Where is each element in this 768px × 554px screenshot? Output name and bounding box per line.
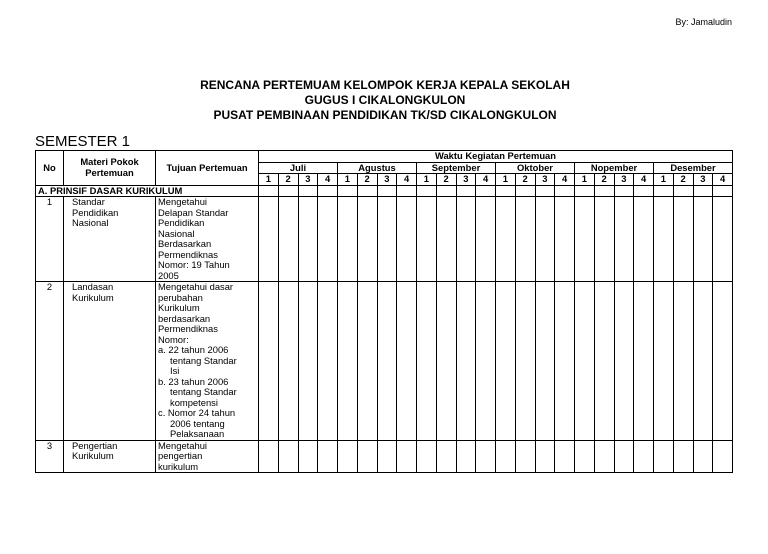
header-week: 1: [654, 174, 674, 186]
header-month: Oktober: [496, 162, 575, 174]
schedule-cell: [338, 440, 358, 473]
schedule-cell: [594, 282, 614, 441]
tujuan-cell: [156, 197, 259, 282]
document-title-line3: PUSAT PEMBINAAN PENDIDIKAN TK/SD CIKALONGKULON: [213, 108, 557, 122]
tujuan-line: Pendidikan: [158, 217, 205, 228]
schedule-cell: [673, 197, 693, 282]
schedule-cell: [417, 197, 437, 282]
schedule-cell: [476, 185, 496, 197]
schedule-cell: [515, 282, 535, 441]
header-week: 4: [555, 174, 575, 186]
schedule-cell: [654, 197, 674, 282]
schedule-cell: [654, 185, 674, 197]
schedule-cell: [357, 185, 377, 197]
row-number: 1: [36, 197, 64, 282]
schedule-cell: [515, 185, 535, 197]
schedule-cell: [555, 440, 575, 473]
tujuan-line: Permendiknas: [158, 323, 218, 334]
byline: By: Jamaludin: [675, 17, 732, 27]
header-month: Nopember: [575, 162, 654, 174]
schedule-cell: [417, 282, 437, 441]
tujuan-line: Isi: [170, 365, 180, 376]
schedule-cell: [515, 197, 535, 282]
tujuan-line: Mengetahui: [158, 440, 207, 451]
schedule-cell: [614, 282, 634, 441]
schedule-cell: [673, 440, 693, 473]
schedule-cell: [693, 197, 713, 282]
schedule-cell: [476, 197, 496, 282]
header-week: 3: [535, 174, 555, 186]
schedule-cell: [397, 185, 417, 197]
schedule-cell: [357, 197, 377, 282]
tujuan-line: Mengetahui: [158, 196, 207, 207]
header-week: 1: [496, 174, 516, 186]
header-week: 3: [377, 174, 397, 186]
schedule-cell: [298, 440, 318, 473]
header-tujuan: Tujuan Pertemuan: [156, 151, 259, 186]
tujuan-line: Mengetahui dasar: [158, 281, 234, 292]
semester-heading: SEMESTER 1: [35, 133, 131, 150]
schedule-cell: [318, 197, 338, 282]
schedule-cell: [535, 282, 555, 441]
header-waktu: Waktu Kegiatan Pertemuan: [259, 151, 733, 163]
schedule-cell: [673, 185, 693, 197]
schedule-cell: [298, 185, 318, 197]
schedule-cell: [456, 185, 476, 197]
header-week: 1: [338, 174, 358, 186]
materi-line: Nasional: [72, 217, 109, 228]
schedule-cell: [673, 282, 693, 441]
schedule-cell: [259, 185, 279, 197]
row-number: 2: [36, 282, 64, 441]
tujuan-line: tentang Standar: [170, 386, 237, 397]
schedule-cell: [456, 282, 476, 441]
tujuan-line: Kurikulum: [158, 302, 200, 313]
header-week: 2: [594, 174, 614, 186]
tujuan-line: kurikulum: [158, 460, 199, 472]
schedule-cell: [654, 440, 674, 473]
header-week: 1: [259, 174, 279, 186]
materi-line: Kurikulum: [72, 291, 114, 303]
schedule-cell: [693, 185, 713, 197]
schedule-cell: [515, 440, 535, 473]
tujuan-line: 2005: [158, 269, 179, 281]
tujuan-line: Nasional: [158, 227, 195, 239]
tujuan-cell: [156, 440, 259, 473]
tujuan-line: Pelaksanaan: [170, 428, 225, 439]
schedule-cell: [377, 282, 397, 441]
materi-cell: [64, 197, 156, 282]
schedule-cell: [654, 282, 674, 441]
header-week: 2: [357, 174, 377, 186]
schedule-cell: [713, 282, 733, 441]
schedule-cell: [476, 282, 496, 441]
schedule-cell: [318, 282, 338, 441]
header-month: Desember: [654, 162, 733, 174]
header-week: 1: [575, 174, 595, 186]
header-week: 3: [614, 174, 634, 186]
schedule-cell: [634, 282, 654, 441]
header-week: 2: [673, 174, 693, 186]
schedule-cell: [338, 197, 358, 282]
schedule-cell: [555, 282, 575, 441]
tujuan-line: perubahan: [158, 291, 203, 303]
schedule-cell: [456, 197, 476, 282]
schedule-cell: [496, 440, 516, 473]
tujuan-line: Nomor:: [158, 333, 189, 345]
schedule-cell: [338, 185, 358, 197]
schedule-cell: [496, 185, 516, 197]
schedule-cell: [298, 197, 318, 282]
schedule-cell: [535, 440, 555, 473]
schedule-cell: [278, 440, 298, 473]
schedule-cell: [357, 440, 377, 473]
tujuan-line: tentang Standar: [170, 354, 237, 366]
header-week: 2: [278, 174, 298, 186]
schedule-cell: [397, 440, 417, 473]
schedule-cell: [555, 185, 575, 197]
schedule-cell: [436, 197, 456, 282]
document-title-line2: GUGUS I CIKALONGKULON: [304, 93, 466, 107]
header-week: 4: [713, 174, 733, 186]
header-week: 4: [397, 174, 417, 186]
tujuan-line: b. 23 tahun 2006: [158, 375, 229, 387]
tujuan-line: Permendiknas: [158, 248, 218, 260]
header-no: No: [36, 151, 64, 186]
header-week: 4: [318, 174, 338, 186]
schedule-cell: [693, 440, 713, 473]
tujuan-line: kompetensi: [170, 396, 218, 408]
tujuan-line: a. 22 tahun 2006: [158, 344, 229, 355]
schedule-cell: [338, 282, 358, 441]
header-week: 3: [456, 174, 476, 186]
schedule-cell: [397, 197, 417, 282]
schedule-cell: [496, 197, 516, 282]
materi-cell: [64, 440, 156, 473]
schedule-cell: [575, 197, 595, 282]
schedule-cell: [614, 197, 634, 282]
header-month: September: [417, 162, 496, 174]
tujuan-line: pengertian: [158, 450, 203, 461]
schedule-cell: [377, 197, 397, 282]
materi-line: Landasan: [72, 281, 114, 292]
schedule-cell: [535, 197, 555, 282]
header-week: 1: [417, 174, 437, 186]
schedule-cell: [614, 440, 634, 473]
tujuan-line: Nomor: 19 Tahun: [158, 259, 230, 270]
schedule-cell: [713, 185, 733, 197]
schedule-cell: [575, 440, 595, 473]
schedule-cell: [259, 197, 279, 282]
schedule-cell: [298, 282, 318, 441]
schedule-cell: [318, 185, 338, 197]
header-week: 3: [298, 174, 318, 186]
schedule-cell: [713, 440, 733, 473]
header-month: Juli: [259, 162, 338, 174]
schedule-cell: [278, 185, 298, 197]
tujuan-line: Delapan Standar: [158, 206, 229, 218]
schedule-cell: [594, 440, 614, 473]
schedule-cell: [496, 282, 516, 441]
header-week: 4: [476, 174, 496, 186]
schedule-cell: [436, 282, 456, 441]
schedule-cell: [436, 185, 456, 197]
schedule-cell: [259, 282, 279, 441]
schedule-cell: [575, 282, 595, 441]
schedule-cell: [476, 440, 496, 473]
table-row: [36, 282, 733, 441]
schedule-cell: [614, 185, 634, 197]
schedule-cell: [575, 185, 595, 197]
row-number: 3: [36, 440, 64, 473]
schedule-cell: [594, 197, 614, 282]
schedule-cell: [456, 440, 476, 473]
header-week: 4: [634, 174, 654, 186]
schedule-cell: [634, 197, 654, 282]
schedule-cell: [278, 282, 298, 441]
schedule-cell: [555, 197, 575, 282]
header-week: 2: [436, 174, 456, 186]
schedule-cell: [535, 185, 555, 197]
header-month: Agustus: [338, 162, 417, 174]
meeting-plan-table: [35, 150, 733, 473]
schedule-cell: [377, 185, 397, 197]
tujuan-cell: [156, 282, 259, 441]
schedule-cell: [417, 440, 437, 473]
table-row: [36, 440, 733, 473]
materi-line: Pengertian: [72, 440, 118, 451]
schedule-cell: [377, 440, 397, 473]
schedule-cell: [397, 282, 417, 441]
schedule-cell: [634, 440, 654, 473]
schedule-cell: [318, 440, 338, 473]
tujuan-line: berdasarkan: [158, 312, 211, 324]
materi-line: Pendidikan: [72, 206, 119, 218]
materi-cell: [64, 282, 156, 441]
schedule-cell: [634, 185, 654, 197]
materi-line: Standar: [72, 196, 105, 207]
materi-line: Kurikulum: [72, 450, 114, 461]
header-week: 3: [693, 174, 713, 186]
schedule-cell: [693, 282, 713, 441]
schedule-cell: [417, 185, 437, 197]
tujuan-line: c. Nomor 24 tahun: [158, 407, 236, 418]
schedule-cell: [713, 197, 733, 282]
schedule-cell: [278, 197, 298, 282]
header-week: 2: [515, 174, 535, 186]
header-materi: Materi Pokok Pertemuan: [64, 151, 156, 186]
schedule-cell: [259, 440, 279, 473]
schedule-cell: [436, 440, 456, 473]
document-title-line1: RENCANA PERTEMUAM KELOMPOK KERJA KEPALA SEKOLAH: [200, 78, 570, 92]
schedule-cell: [594, 185, 614, 197]
section-title: A. PRINSIF DASAR KURIKULUM: [36, 185, 259, 197]
tujuan-line: 2006 tentang: [170, 417, 225, 429]
tujuan-line: Berdasarkan: [158, 238, 212, 249]
table-row: [36, 197, 733, 282]
schedule-cell: [357, 282, 377, 441]
